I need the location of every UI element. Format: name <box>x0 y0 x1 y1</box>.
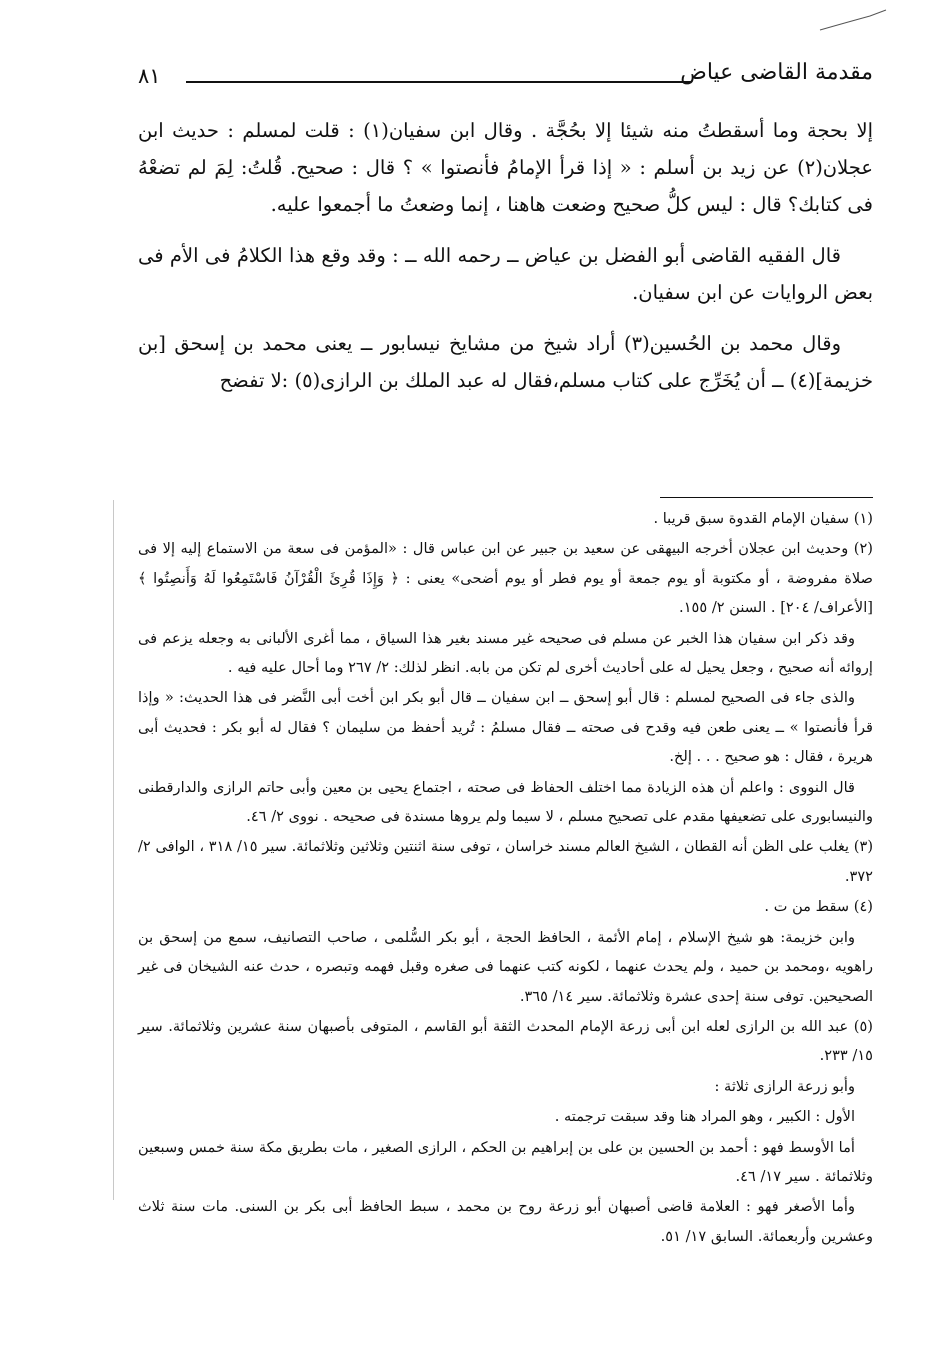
running-title: مقدمة القاضى عياض <box>680 60 873 85</box>
footnote-continuation: وابن خزيمة: هو شيخ الإسلام ، إمام الأئمة ، الحافظ الحجة ، أبو بكر السُّلمى ، صاحب التصانيف، سمع من إسحق بن راهويه ،ومحمد بن حميد ، ولم يحدث عنهما ، لكونه كتب عنهما فى صغره وقبل فهمه وتبصره ، حدث عنه الشيخان فى غير الصحيحين. توفى سنة إحدى عشرة وثلاثمائة. سير ١٤/ ٣٦٥. <box>138 928 873 1005</box>
footnote-continuation: الأول : الكبير ، وهو المراد هنا وقد سبقت ترجمته . <box>554 1108 855 1126</box>
footnote-continuation: وقد ذكر ابن سفيان هذا الخبر عن مسلم فى صحيحه غير مسند بغير هذا السياق ، مما أغرى الألبانى به وجعله يزعم فى إروائه أنه صحيح ، وجعل يحيل له على أحاديث أخرى لم تكن من بابه. انظر لذلك: ٢/ ٢٦٧ وما أحال عليه فيه . <box>138 629 873 677</box>
footnote: (٢) وحديث ابن عجلان أخرجه البيهقى عن سعيد بن جبير عن ابن عباس قال : «المؤمن فى سعة من الاستماع إليه إلا فى صلاة مفروضة ، أو مكتوبة أو يوم جمعة أو يوم فطر أو يوم أضحى» يعنى : ﴿ وَإِذَا قُرِئَ الْقُرْآنُ فَاسْتَمِعُوا لَهُ وَأَنصِتُوا ﴾ [الأعراف/ ٢٠٤] . السنن ٢/ ١٥٥. <box>138 540 873 617</box>
page-number: ٨١ <box>138 64 161 88</box>
scan-margin-line <box>113 500 114 1200</box>
page-header <box>138 60 873 96</box>
footnote: (١) سفيان الإمام القدوة سبق قريبا . <box>653 510 873 527</box>
footnote-continuation: والذى جاء فى الصحيح لمسلم : قال أبو إسحق ــ ابن سفيان ــ قال أبو بكر ابن أخت أبى النَّضر فى هذا الحديث: « وإذا قرأ فأنصتوا » ــ يعنى طعن فيه وقدح فى صحته ــ فقال مسلمُ : تُريد أحفظ من سليمان ؟ فقال له أبو بكر : فحديث أبى هريرة ، فقال : هو صحيح . . . إلخ. <box>138 689 873 766</box>
body-paragraph: قال الفقيه القاضى أبو الفضل بن عياض ــ رحمه الله ــ : وقد وقع هذا الكلامُ فى الأم فى بعض الروايات عن ابن سفيان. <box>138 244 873 304</box>
footnotes <box>138 504 873 1252</box>
footnote-continuation: قال النووى : واعلم أن هذه الزيادة مما اختلف الحفاظ فى صحته ، اجتماع يحيى بن معين وأبى حاتم الرازى والدارقطنى والنيسابورى على تضعيفها مقدم على تصحيح مسلم ، لا سيما ولم يروها مسندة فى صحيحه . نووى ٢/ ٤٦. <box>138 778 873 826</box>
footnote: (٣) يغلب على الظن أنه القطان ، الشيخ العالم مسند خراسان ، توفى سنة اثنتين وثلاثين وثلاثمائة. سير ١٥/ ٣١٨ ، الوافى ٢/ ٣٧٢. <box>138 838 874 885</box>
main-text <box>138 112 873 413</box>
body-paragraph: إلا بحجة وما أسقطتُ منه شيئا إلا بحُجَّة . وقال ابن سفيان(١) : قلت لمسلم : حديث ابن عجلان(٢) عن زيد بن أسلم : « إذا قرأ الإمامُ فأنصتوا » ؟ قال : صحيح. قُلتُ: لِمَ لم تضعْهُ فى كتابك؟ قال : ليس كلُّ صحيح وضعت هاهنا ، إنما وضعتُ ما أجمعوا عليه. <box>138 119 874 216</box>
header-rule <box>186 81 691 83</box>
scan-pen-mark <box>818 8 888 32</box>
footnote: (٥) عبد الله بن الرازى لعله ابن أبى زرعة الإمام المحدث الثقة أبو القاسم ، المتوفى بأصبهان سنة عشرين وثلاثمائة. سير ١٥/ ٢٣٣. <box>138 1017 873 1065</box>
footnote-continuation: وأما الأصغر فهو : العلامة قاضى أصبهان أبو زرعة روح بن محمد ، سبط الحافظ أبى بكر بن السنى. مات سنة ثلاث وعشرين وأربعمائة. السابق ١٧/ ٥١. <box>138 1198 873 1245</box>
footnote-continuation: وأبو زرعة الرازى ثلاثة : <box>714 1077 855 1095</box>
footnote: (٤) سقط من ت . <box>764 898 873 916</box>
footnote-separator <box>660 497 873 498</box>
body-paragraph: وقال محمد بن الحُسين(٣) أراد شيخ من مشايخ نيسابور ــ يعنى محمد بن إسحق [بن خزيمة](٤) ــ أن يُخَرِّج على كتاب مسلم،فقال له عبد الملك بن الرازى(٥) :لا تفضح <box>138 332 873 392</box>
footnote-continuation: أما الأوسط فهو : أحمد بن الحسين بن على بن إبراهيم بن الحكم ، الرازى الصغير ، مات بطريق مكة سنة خمس وسبعين وثلاثمائة . سير ١٧/ ٤٦. <box>138 1138 873 1185</box>
